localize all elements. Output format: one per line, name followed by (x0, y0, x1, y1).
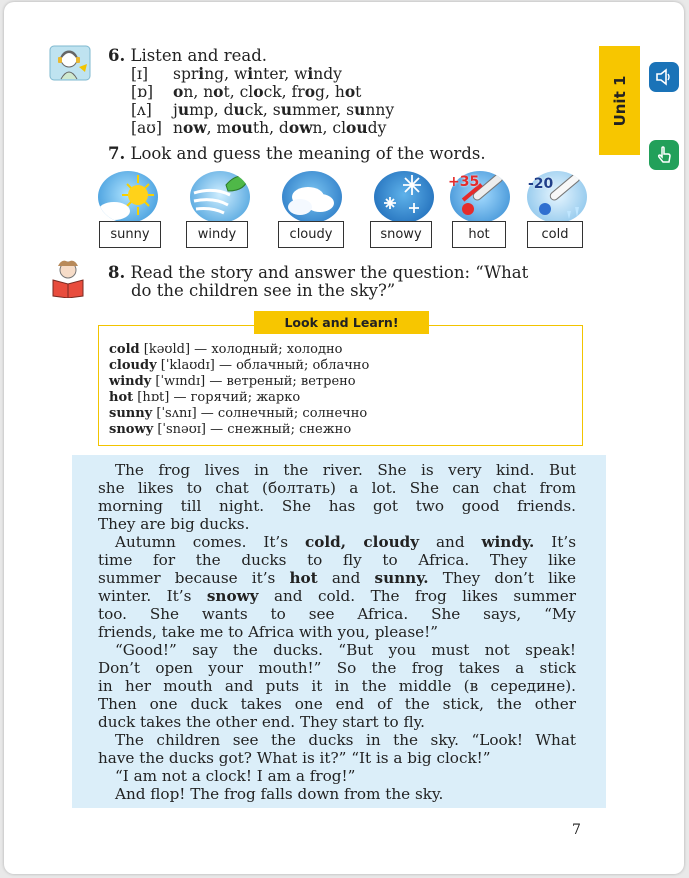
story-line (98, 551, 576, 569)
vocab-translation: холодный; холодно (211, 342, 343, 357)
story-text-segment: The frog lives in the river. She is very kind. But (115, 461, 576, 479)
story-line (98, 749, 576, 767)
story-text-segment: and (419, 533, 482, 551)
ex6-number: 6. (108, 46, 126, 65)
highlighted-letters: o (253, 82, 264, 101)
highlighted-letters: ou (231, 118, 253, 137)
highlighted-letters: ou (346, 118, 368, 137)
story-line (98, 641, 576, 659)
phonetic-symbol: [ɪ] (131, 65, 149, 83)
phonics-word: now (173, 118, 207, 137)
touch-button[interactable] (649, 140, 679, 170)
phonics-row: [aʊ] now, mouth, down, cloudy (131, 118, 387, 137)
word-card-cold: cold (527, 221, 583, 248)
story-line (98, 605, 576, 623)
unit-tab[interactable] (599, 46, 640, 155)
story-text-segment: she likes to chat (болтать) a lot. She can chat from (98, 479, 576, 497)
story-keyword: snowy (206, 587, 259, 605)
vocab-word: snowy (109, 422, 154, 437)
story-line (98, 515, 576, 533)
phonics-word: mouth (216, 118, 270, 137)
story-text-segment: too. She wants to see Africa. She says, “My (98, 605, 576, 623)
vocab-word: sunny (109, 406, 153, 421)
vocab-dash: — (218, 358, 232, 373)
word-card-cloudy: cloudy (278, 221, 344, 248)
snowy-picture (374, 171, 434, 223)
phonics-word: frog (291, 82, 325, 101)
phonics-word: windy (294, 64, 342, 83)
story-keyword: hot (289, 569, 318, 587)
phonics-word: spring (173, 64, 225, 83)
word-card-snowy: snowy (370, 221, 432, 248)
story-text-segment: “I am not a clock! I am a frog!” (115, 767, 356, 785)
vocabulary-entry (109, 406, 367, 422)
vocabulary-entry (109, 374, 356, 390)
highlighted-letters: o (344, 82, 356, 101)
sunny-picture (98, 171, 158, 223)
story-line (98, 623, 576, 641)
story-text-segment: have the ducks got? What is it?” “It is a big clock!” (98, 749, 491, 767)
vocab-transcription: [hɒt] (137, 390, 170, 405)
ex6-title: Listen and read. (130, 46, 268, 65)
vocab-dash: — (194, 342, 208, 357)
story-line (98, 587, 576, 605)
story-line (98, 497, 576, 515)
vocab-dash: — (173, 390, 187, 405)
story-text-segment: winter. It’s (98, 587, 207, 605)
phonics-word: cloudy (332, 118, 387, 137)
phonetic-symbol: [ʌ] (131, 101, 152, 119)
speaker-icon (654, 67, 674, 87)
story-text-segment: and (317, 569, 375, 587)
vocab-dash: — (200, 406, 214, 421)
highlighted-letters: ow (182, 118, 207, 137)
ex7-number: 7. (108, 144, 126, 163)
highlighted-letters: o (173, 82, 184, 101)
vocab-transcription: [ˈwɪndɪ] (155, 374, 206, 389)
vocab-word: windy (109, 374, 152, 389)
story-text-segment: The children see the ducks in the sky. “Look! What (115, 731, 576, 749)
phonics-word: jump (173, 100, 214, 119)
story-line (98, 767, 576, 785)
phonics-word: clock (239, 82, 282, 101)
story-keyword: windy. (481, 533, 535, 551)
vocab-translation: снежный; снежно (227, 422, 352, 437)
highlighted-letters: u (354, 100, 366, 119)
story-text-segment: in her mouth and puts it in the middle (в середине). (98, 677, 576, 695)
story-text-segment: time for the ducks to fly to Africa. They like (98, 551, 576, 569)
story-text-segment: “Good!” say the ducks. “But you must not speak! (115, 641, 576, 659)
audio-button[interactable] (649, 62, 679, 92)
phonics-word: sunny (346, 100, 395, 119)
story-text-segment: Autumn comes. It’s (115, 533, 305, 551)
vocab-dash: — (209, 374, 223, 389)
word-card-sunny: sunny (99, 221, 161, 248)
story-line (98, 731, 576, 749)
story-text-segment: summer because it’s (98, 569, 290, 587)
highlighted-letters: o (304, 82, 316, 101)
phonics-word: duck (223, 100, 263, 119)
vocab-dash: — (210, 422, 224, 437)
story-text-segment: duck takes the other end. They start to fly. (98, 713, 426, 731)
phonics-word: down (278, 118, 323, 137)
unit-tab-label: Unit 1 (610, 75, 629, 126)
page-number: 7 (572, 822, 581, 838)
story-line (98, 785, 576, 803)
vocab-transcription: [ˈsnəʊɪ] (157, 422, 207, 437)
phonics-row: [ʌ] jump, duck, summer, sunny (131, 100, 395, 119)
ex7-heading (108, 144, 486, 164)
vocab-word: cloudy (109, 358, 157, 373)
phonics-word: hot (334, 82, 362, 101)
cloudy-picture (282, 171, 342, 223)
word-card-hot: hot (452, 221, 506, 248)
story-keyword: cold, cloudy (304, 533, 420, 551)
cold-temperature: -20 (528, 176, 554, 192)
ex7-title: Look and guess the meaning of the words. (130, 144, 486, 163)
ex8-heading (108, 263, 528, 283)
story-line (98, 479, 576, 497)
story-text-segment: It’s (534, 533, 576, 551)
vocab-translation: ветреный; ветрено (226, 374, 356, 389)
vocab-transcription: [ˈsʌnɪ] (156, 406, 197, 421)
highlighted-letters: u (280, 100, 292, 119)
story-text-segment: Then one duck takes one end of the stick, the other (98, 695, 576, 713)
story-text-segment: And flop! The frog falls down from the sky. (115, 785, 444, 803)
story-line (98, 659, 576, 677)
hand-tap-icon (654, 145, 674, 165)
phonics-word: winter (233, 64, 285, 83)
vocab-transcription: [ˈklaʊdɪ] (160, 358, 215, 373)
highlighted-letters: u (233, 100, 245, 119)
look-learn-title: Look and Learn! (254, 311, 429, 334)
word-card-windy: windy (186, 221, 248, 248)
vocab-word: cold (109, 342, 140, 357)
story-text-segment: and cold. The frog likes summer (258, 587, 576, 605)
phonics-row: [ɒ] on, not, clock, frog, hot (131, 82, 362, 101)
highlighted-letters: ow (288, 118, 313, 137)
story-text-segment: morning till night. She has got two good friends. (98, 497, 576, 515)
phonics-word: not (203, 82, 230, 101)
story-text-segment: They don’t like (428, 569, 577, 587)
story-line (98, 569, 576, 587)
listen-icon (49, 45, 91, 81)
highlighted-letters: u (177, 100, 190, 119)
story-line (98, 533, 576, 551)
story-text-segment: friends, take me to Africa with you, please!” (98, 623, 438, 641)
phonetic-symbol: [aʊ] (131, 119, 162, 137)
highlighted-letters: i (247, 64, 254, 83)
hot-temperature: +35 (448, 174, 480, 190)
phonetic-symbol: [ɒ] (131, 83, 154, 101)
ex8-line-1: Read the story and answer the question: “What (130, 263, 529, 282)
vocab-translation: облачный; облачно (236, 358, 370, 373)
windy-picture (190, 171, 250, 223)
story-line (98, 695, 576, 713)
story-line (98, 713, 576, 731)
phonics-word: on (173, 82, 194, 101)
story-line (98, 461, 576, 479)
vocabulary-entry (109, 358, 369, 374)
vocabulary-entry (109, 342, 343, 358)
highlighted-letters: i (198, 64, 205, 83)
read-icon (50, 260, 86, 298)
ex6-heading (108, 46, 267, 66)
highlighted-letters: o (213, 82, 224, 101)
story-keyword: sunny. (374, 569, 429, 587)
vocab-word: hot (109, 390, 134, 405)
ex8-line-2: do the children see in the sky?” (131, 281, 396, 300)
vocab-transcription: [kəʊld] (143, 342, 191, 357)
vocab-translation: горячий; жарко (190, 390, 301, 405)
phonics-word: summer (272, 100, 337, 119)
vocabulary-entry (109, 390, 300, 406)
highlighted-letters: i (307, 64, 314, 83)
vocabulary-entry (109, 422, 351, 438)
story-text-segment: Don’t open your mouth!” So the frog takes a stick (98, 659, 576, 677)
story-line (98, 677, 576, 695)
story-text-segment: They are big ducks. (98, 515, 250, 533)
vocab-translation: солнечный; солнечно (217, 406, 368, 421)
ex8-number: 8. (108, 263, 126, 282)
phonics-row: [ɪ] spring, winter, windy (131, 64, 342, 83)
